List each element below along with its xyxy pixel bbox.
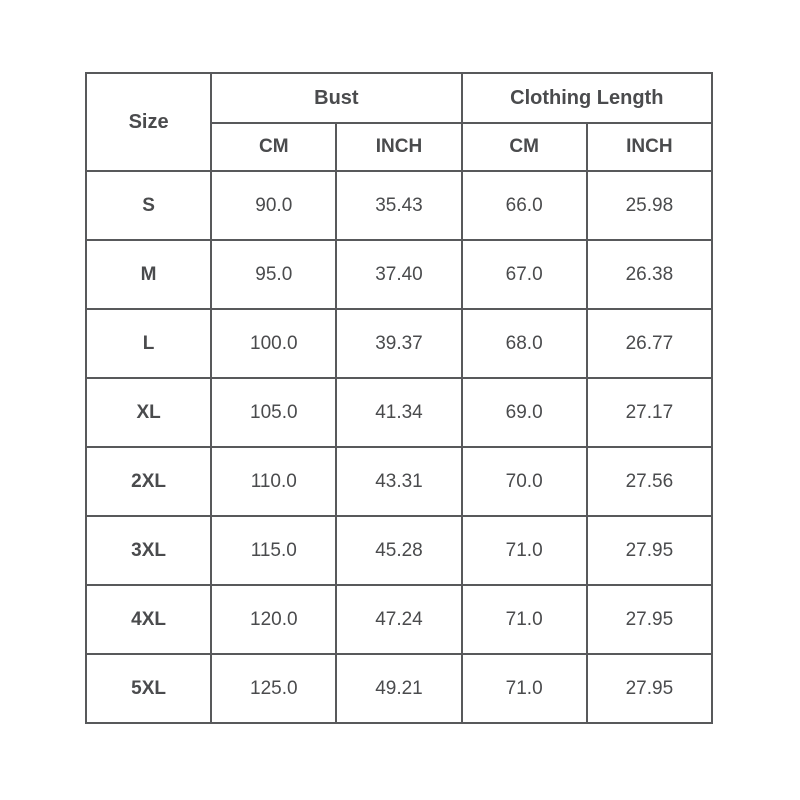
length-inch-cell: 27.95 <box>587 654 712 723</box>
bust-inch-cell: 41.34 <box>336 378 461 447</box>
header-length-inch: INCH <box>587 123 712 171</box>
bust-inch-cell: 35.43 <box>336 171 461 240</box>
length-inch-cell: 27.56 <box>587 447 712 516</box>
size-cell: 4XL <box>86 585 211 654</box>
length-inch-cell: 27.95 <box>587 585 712 654</box>
table-row-l <box>86 309 712 378</box>
bust-cm-cell: 115.0 <box>211 516 336 585</box>
size-cell: L <box>86 309 211 378</box>
length-cm-cell: 69.0 <box>462 378 587 447</box>
header-group-bust: Bust <box>211 73 461 123</box>
bust-cm-cell: 110.0 <box>211 447 336 516</box>
bust-inch-cell: 43.31 <box>336 447 461 516</box>
header-group-clothing-length: Clothing Length <box>462 73 712 123</box>
length-cm-cell: 66.0 <box>462 171 587 240</box>
bust-inch-cell: 45.28 <box>336 516 461 585</box>
size-cell: S <box>86 171 211 240</box>
header-length-cm: CM <box>462 123 587 171</box>
length-inch-cell: 25.98 <box>587 171 712 240</box>
length-cm-cell: 71.0 <box>462 585 587 654</box>
table-row-3xl <box>86 516 712 585</box>
size-cell: M <box>86 240 211 309</box>
length-cm-cell: 71.0 <box>462 654 587 723</box>
table-row-2xl <box>86 447 712 516</box>
size-cell: 5XL <box>86 654 211 723</box>
length-inch-cell: 26.77 <box>587 309 712 378</box>
bust-cm-cell: 120.0 <box>211 585 336 654</box>
bust-inch-cell: 37.40 <box>336 240 461 309</box>
size-chart-container <box>85 72 713 724</box>
bust-cm-cell: 100.0 <box>211 309 336 378</box>
table-row-s <box>86 171 712 240</box>
length-inch-cell: 27.95 <box>587 516 712 585</box>
length-inch-cell: 26.38 <box>587 240 712 309</box>
size-cell: XL <box>86 378 211 447</box>
size-chart-table <box>85 72 713 724</box>
bust-inch-cell: 49.21 <box>336 654 461 723</box>
length-inch-cell: 27.17 <box>587 378 712 447</box>
header-bust-inch: INCH <box>336 123 461 171</box>
table-row-m <box>86 240 712 309</box>
table-row-5xl <box>86 654 712 723</box>
header-bust-cm: CM <box>211 123 336 171</box>
length-cm-cell: 71.0 <box>462 516 587 585</box>
bust-inch-cell: 39.37 <box>336 309 461 378</box>
length-cm-cell: 70.0 <box>462 447 587 516</box>
size-cell: 3XL <box>86 516 211 585</box>
table-row-xl <box>86 378 712 447</box>
length-cm-cell: 67.0 <box>462 240 587 309</box>
table-row-4xl <box>86 585 712 654</box>
bust-cm-cell: 105.0 <box>211 378 336 447</box>
bust-inch-cell: 47.24 <box>336 585 461 654</box>
header-size: Size <box>86 73 211 171</box>
bust-cm-cell: 95.0 <box>211 240 336 309</box>
length-cm-cell: 68.0 <box>462 309 587 378</box>
bust-cm-cell: 125.0 <box>211 654 336 723</box>
bust-cm-cell: 90.0 <box>211 171 336 240</box>
size-cell: 2XL <box>86 447 211 516</box>
